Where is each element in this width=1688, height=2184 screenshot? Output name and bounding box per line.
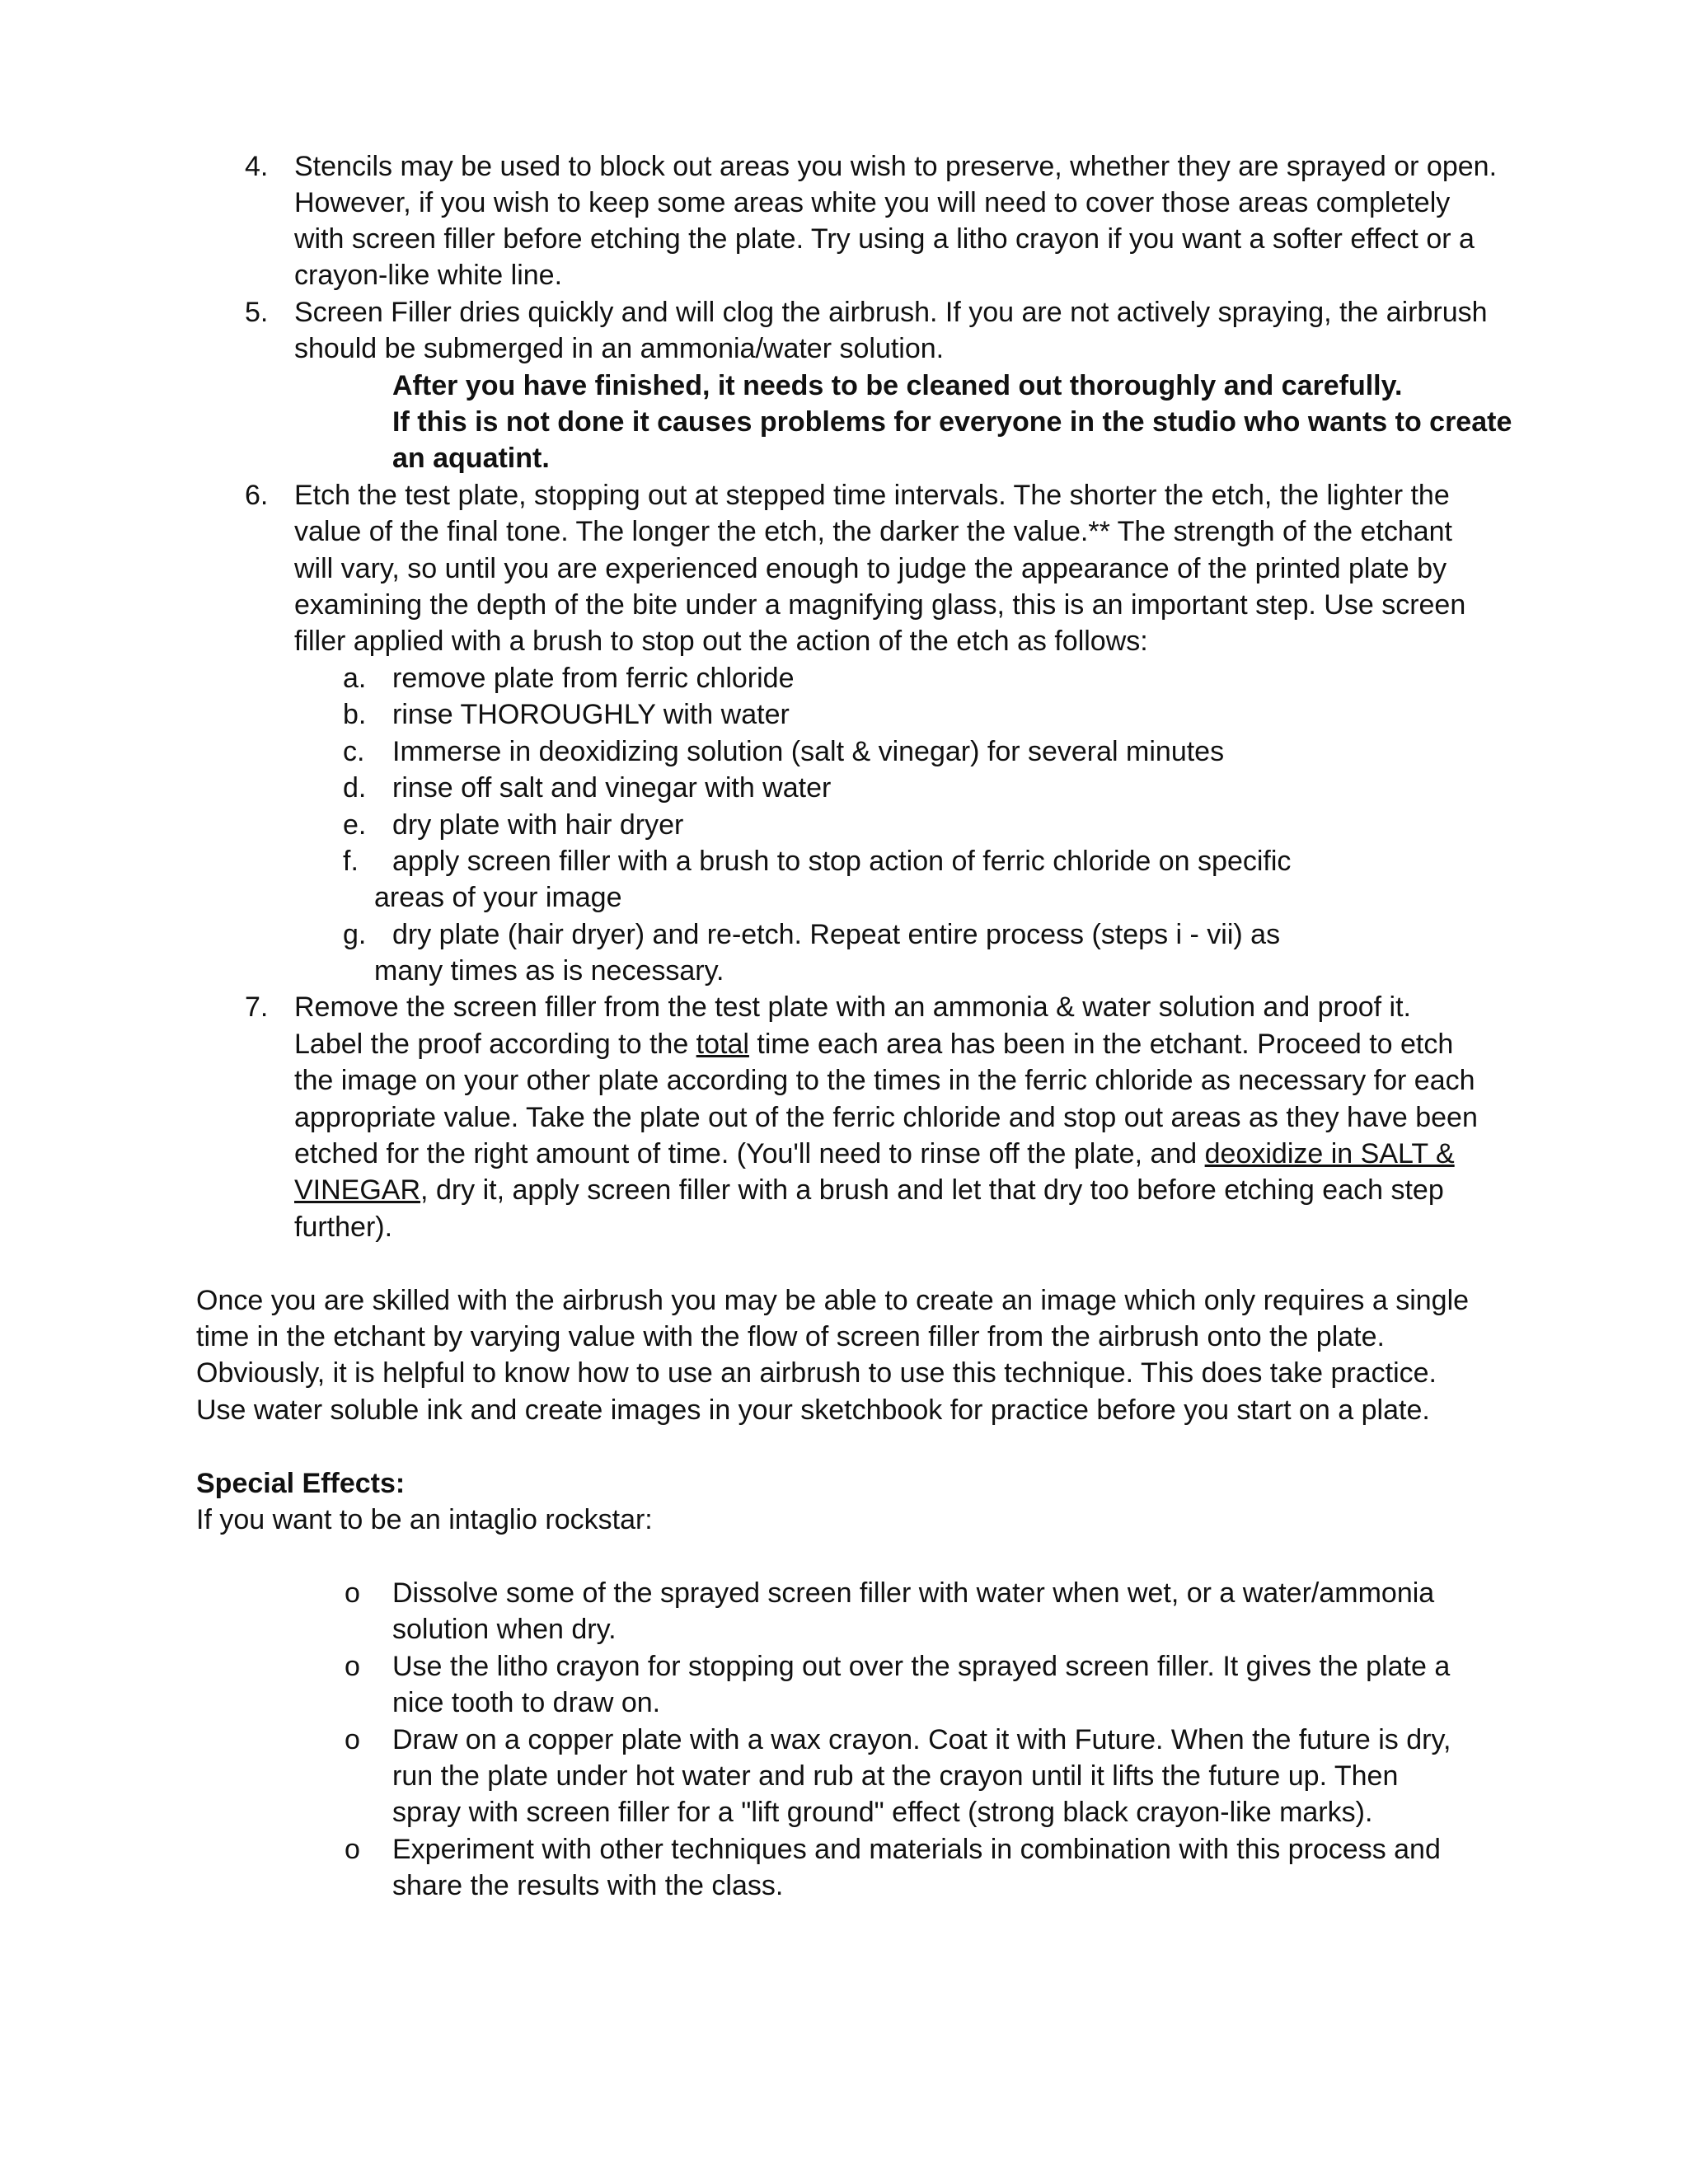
item5-warning: an aquatint.: [392, 443, 550, 474]
step-text: Immerse in deoxidizing solution (salt & vinegar) for several minutes: [392, 736, 1225, 767]
step-text-cont: areas of your image: [374, 882, 622, 913]
bullet-text: Use the litho crayon for stopping out over the sprayed screen filler. It gives the plate a: [392, 1651, 1451, 1682]
step-text-cont: many times as is necessary.: [374, 955, 724, 987]
underlined-text: deoxidize in SALT &: [1204, 1138, 1455, 1169]
item5-line: Screen Filler dries quickly and will clog the airbrush. If you are not actively spraying, the airbrush: [294, 297, 1488, 328]
item5-warning: After you have finished, it needs to be cleaned out thoroughly and carefully.: [392, 370, 1403, 401]
bullet-text: nice tooth to draw on.: [392, 1687, 661, 1718]
list-number: 4.: [245, 151, 269, 182]
item7-line: Remove the screen filler from the test plate with an ammonia & water solution and proof it.: [294, 991, 1411, 1023]
item7-line: [294, 1172, 1444, 1208]
item7-text: etched for the right amount of time. (You'll need to rinse off the plate, and: [294, 1138, 1205, 1169]
list-number: 6.: [245, 480, 269, 511]
list-number: 5.: [245, 297, 269, 328]
step-text: rinse off salt and vinegar with water: [392, 772, 832, 804]
item7-line: further).: [294, 1212, 393, 1243]
item6-line: value of the final tone. The longer the etch, the darker the value.** The strength of the etchant: [294, 516, 1453, 547]
bullet-text: Dissolve some of the sprayed screen filler with water when wet, or a water/ammonia: [392, 1577, 1435, 1609]
step-text: remove plate from ferric chloride: [392, 663, 795, 694]
step-text: apply screen filler with a brush to stop action of ferric chloride on specific: [392, 846, 1292, 877]
paragraph-line: Obviously, it is helpful to know how to use an airbrush to use this technique. This does take practice.: [196, 1357, 1437, 1389]
step-letter: f.: [343, 846, 359, 877]
item7-line: [294, 1026, 1453, 1062]
item6-line: examining the depth of the bite under a magnifying glass, this is an important step. Use screen: [294, 589, 1466, 621]
bullet-text: run the plate under hot water and rub at the crayon until it lifts the future up. Then: [392, 1760, 1399, 1792]
item6-line: filler applied with a brush to stop out the action of the etch as follows:: [294, 626, 1148, 657]
item7-line: [294, 1136, 1455, 1172]
item7-text: Label the proof according to the: [294, 1029, 696, 1060]
item4-line: with screen filler before etching the plate. Try using a litho crayon if you want a softer effect or a: [294, 223, 1475, 255]
item7-text: time each area has been in the etchant. Proceed to etch: [748, 1029, 1454, 1060]
paragraph-line: Once you are skilled with the airbrush you may be able to create an image which only requires a single: [196, 1285, 1470, 1316]
step-letter: b.: [343, 699, 367, 730]
section-intro: If you want to be an intaglio rockstar:: [196, 1504, 653, 1535]
bullet-marker: o: [345, 1834, 360, 1865]
item5-warning: If this is not done it causes problems for everyone in the studio who wants to create: [392, 406, 1512, 438]
step-text: rinse THOROUGHLY with water: [392, 699, 790, 730]
bullet-text: solution when dry.: [392, 1614, 617, 1645]
item7-line: the image on your other plate according to the times in the ferric chloride as necessary for each: [294, 1065, 1475, 1096]
step-letter: g.: [343, 919, 367, 950]
step-letter: c.: [343, 736, 365, 767]
step-letter: a.: [343, 663, 367, 694]
item4-line: crayon-like white line.: [294, 260, 563, 291]
bullet-text: Draw on a copper plate with a wax crayon. Coat it with Future. When the future is dry,: [392, 1724, 1451, 1755]
underlined-text: VINEGAR: [294, 1174, 421, 1206]
item7-text: , dry it, apply screen filler with a brush and let that dry too before etching each step: [420, 1174, 1444, 1206]
item6-line: will vary, so until you are experienced enough to judge the appearance of the printed plate by: [294, 553, 1447, 584]
item5-line: should be submerged in an ammonia/water solution.: [294, 333, 945, 364]
bullet-marker: o: [345, 1724, 360, 1755]
item4-line: However, if you wish to keep some areas white you will need to cover those areas completely: [294, 187, 1451, 218]
bullet-marker: o: [345, 1577, 360, 1609]
section-heading: Special Effects:: [196, 1468, 406, 1499]
step-text: dry plate with hair dryer: [392, 809, 684, 841]
bullet-text: share the results with the class.: [392, 1870, 784, 1901]
step-text: dry plate (hair dryer) and re-etch. Repeat entire process (steps i - vii) as: [392, 919, 1281, 950]
list-number: 7.: [245, 991, 269, 1023]
bullet-text: spray with screen filler for a "lift ground" effect (strong black crayon-like marks).: [392, 1797, 1373, 1828]
bullet-text: Experiment with other techniques and materials in combination with this process and: [392, 1834, 1441, 1865]
step-letter: e.: [343, 809, 367, 841]
item7-line: appropriate value. Take the plate out of the ferric chloride and stop out areas as they have been: [294, 1102, 1478, 1133]
bullet-marker: o: [345, 1651, 360, 1682]
step-letter: d.: [343, 772, 367, 804]
paragraph-line: Use water soluble ink and create images in your sketchbook for practice before you start on a plate.: [196, 1394, 1430, 1426]
item6-line: Etch the test plate, stopping out at stepped time intervals. The shorter the etch, the lighter the: [294, 480, 1450, 511]
underlined-text: total: [696, 1029, 749, 1060]
paragraph-line: time in the etchant by varying value with the flow of screen filler from the airbrush onto the plate.: [196, 1321, 1385, 1352]
item4-line: Stencils may be used to block out areas you wish to preserve, whether they are sprayed or open.: [294, 151, 1498, 182]
